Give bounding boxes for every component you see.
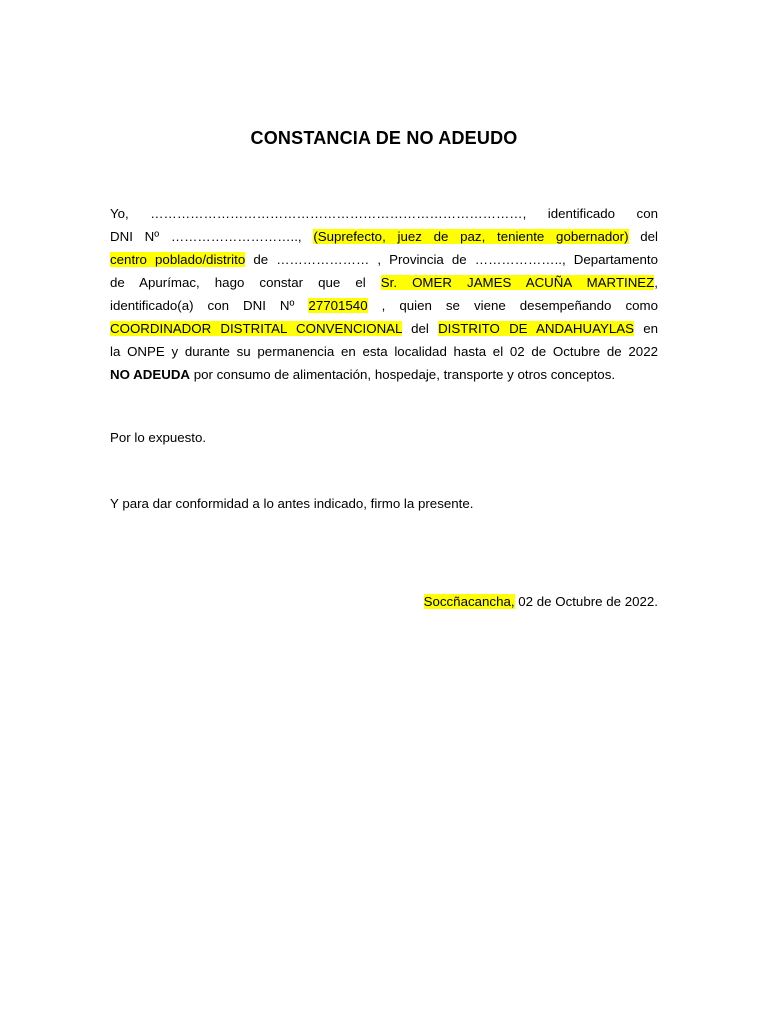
text-fragment: de Apurímac, hago constar que el	[110, 275, 366, 290]
highlighted-place: Soccñacancha,	[423, 594, 515, 609]
text-fragment: Yo,	[110, 206, 129, 221]
text-fragment: ,	[654, 275, 658, 290]
bold-no-adeuda: NO ADEUDA	[110, 367, 191, 382]
dni-blank: ………………………..,	[170, 229, 302, 244]
paragraph-line-5	[110, 294, 658, 317]
name-blank: …………………………………………………………………………,	[150, 206, 527, 221]
highlighted-locality: centro poblado/distrito	[110, 252, 246, 267]
paragraph-line-1	[110, 202, 658, 225]
paragraph-por-lo-expuesto: Por lo expuesto.	[110, 430, 207, 445]
highlighted-dni: 27701540	[308, 298, 368, 313]
highlighted-role: (Suprefecto, juez de paz, teniente gobernador)	[313, 229, 629, 244]
text-fragment: , quien se viene desempeñando como	[381, 298, 658, 313]
text-fragment: DNI Nº	[110, 229, 160, 244]
text-fragment: del	[411, 321, 429, 336]
document-title: CONSTANCIA DE NO ADEUDO	[250, 128, 518, 148]
paragraph-line-4	[110, 271, 658, 294]
text-fragment: por consumo de alimentación, hospedaje, transporte y otros conceptos.	[193, 367, 616, 382]
text-fragment: identificado(a) con DNI Nº	[110, 298, 295, 313]
text-fragment: de ………………… , Provincia de ……………….., Departamento	[253, 252, 658, 267]
highlighted-person-name: Sr. OMER JAMES ACUÑA MARTINEZ	[380, 275, 655, 290]
paragraph-line-8	[110, 363, 658, 386]
main-paragraph	[110, 202, 658, 386]
text-fragment: identificado	[547, 206, 616, 221]
paragraph-line-2	[110, 225, 658, 248]
text-fragment: del	[640, 229, 658, 244]
paragraph-line-7	[110, 340, 658, 363]
paragraph-conformidad: Y para dar conformidad a lo antes indicado, firmo la presente.	[110, 496, 474, 511]
highlighted-position: COORDINADOR DISTRITAL CONVENCIONAL	[110, 321, 402, 336]
paragraph-line-6	[110, 317, 658, 340]
date-text: 02 de Octubre de 2022.	[518, 594, 658, 609]
paragraph-line-3	[110, 248, 658, 271]
text-fragment: la ONPE y durante su permanencia en esta localidad hasta el 02 de Octubre de 2022	[110, 344, 658, 359]
highlighted-district: DISTRITO DE ANDAHUAYLAS	[438, 321, 635, 336]
text-fragment: con	[636, 206, 658, 221]
text-fragment: en	[643, 321, 658, 336]
date-line	[424, 594, 658, 609]
